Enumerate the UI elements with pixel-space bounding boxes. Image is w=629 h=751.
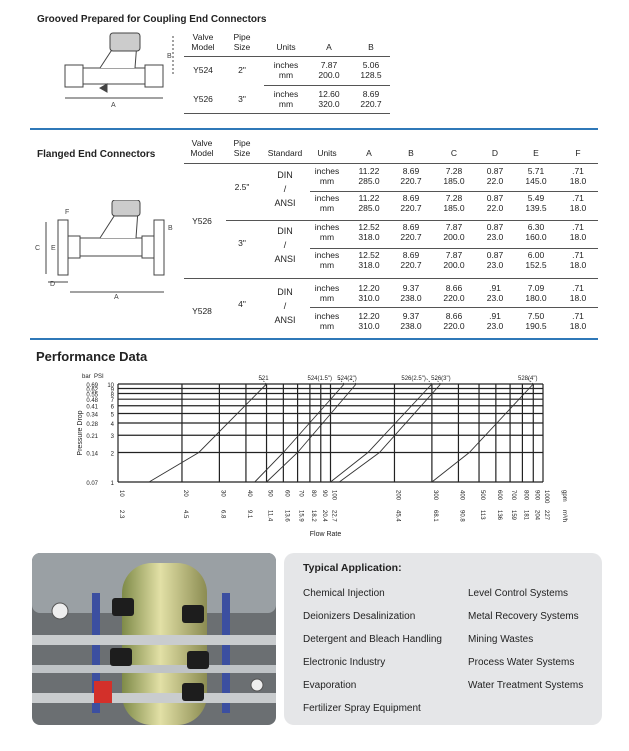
x-tick-m3h: 90.8 (458, 510, 465, 522)
x-tick-gpm: 400 (458, 490, 465, 501)
flanged-cell: inches mm (314, 283, 340, 303)
x-unit-m3h: m³/h (561, 510, 567, 522)
y-tick-bar: 0.07 (86, 481, 98, 487)
x-tick-m3h: 68.1 (431, 510, 438, 522)
flanged-valve-drawing (30, 200, 180, 300)
x-tick-gpm: 20 (181, 490, 188, 497)
grooved-table-rule (264, 85, 390, 86)
grooved-cell: Y524 (193, 65, 213, 75)
application-item: Metal Recovery Systems (468, 611, 579, 622)
y-tick-bar: 0.62 (86, 387, 98, 394)
grooved-cell: inches mm (273, 60, 299, 80)
x-tick-m3h: 159 (510, 510, 517, 521)
flanged-standard-cell: / (283, 301, 287, 311)
flanged-standard-cell: ANSI (274, 315, 296, 325)
y-tick-bar: 0.55 (86, 392, 98, 399)
y-tick-bar: 0.34 (86, 412, 98, 419)
flanged-cell: 0.87 23.0 (486, 222, 504, 242)
application-item: Fertilizer Spray Equipment (303, 703, 421, 714)
flanged-cell: 12.52 318.0 (358, 222, 380, 242)
x-tick-m3h: 13.6 (283, 510, 290, 522)
flanged-cell: inches mm (314, 311, 340, 331)
flanged-cell: inches mm (314, 193, 340, 213)
y-tick-bar: 0.69 (86, 383, 98, 389)
x-tick-gpm: 300 (431, 490, 438, 501)
flanged-cell: .71 18.0 (569, 311, 587, 331)
flanged-cell: inches mm (314, 222, 340, 242)
grooved-header-cell: B (368, 42, 374, 52)
flanged-model-cell: Y528 (192, 306, 212, 316)
flanged-standard-cell: ANSI (274, 198, 296, 208)
flanged-header-cell: B (408, 148, 414, 158)
grooved-cell: 8.69 220.7 (360, 89, 382, 109)
grooved-section-divider (30, 128, 598, 130)
performance-title: Performance Data (36, 349, 148, 364)
flanged-dim-a: A (114, 294, 119, 300)
application-item: Water Treatment Systems (468, 680, 584, 691)
x-tick-gpm: 1000 (543, 490, 549, 504)
flanged-title: Flanged End Connectors (37, 149, 156, 160)
grooved-cell: 5.06 128.5 (360, 60, 382, 80)
flanged-standard-cell: / (283, 184, 287, 194)
flanged-cell: 5.49 139.5 (525, 193, 547, 213)
flanged-cell: 9.37 238.0 (400, 311, 422, 331)
flanged-section-divider (30, 338, 598, 340)
flanged-dim-f: F (65, 209, 70, 216)
flanged-cell: .71 18.0 (569, 283, 587, 303)
series-label: 528(4") (518, 376, 538, 382)
flanged-cell: 8.69 220.7 (400, 193, 422, 213)
x-tick-m3h: 18.2 (309, 510, 316, 522)
series-label: 526(3") (431, 376, 451, 382)
flanged-table-rule (310, 191, 598, 192)
application-item: Level Control Systems (468, 588, 569, 599)
x-tick-gpm: 40 (245, 490, 252, 497)
x-tick-gpm: 60 (283, 490, 290, 497)
flanged-cell: 12.20 310.0 (358, 283, 380, 303)
x-tick-m3h: 113 (479, 510, 486, 520)
y-tick-bar: 0.28 (86, 421, 98, 428)
flanged-cell: .71 18.0 (569, 193, 587, 213)
y-tick-psi: 4 (110, 421, 114, 428)
x-axis-label: Flow Rate (309, 531, 342, 538)
grooved-cell: inches mm (273, 89, 299, 109)
y-tick-bar: 0.48 (86, 398, 98, 405)
y-tick-bar: 0.14 (86, 451, 98, 458)
grooved-header-cell: A (326, 42, 332, 52)
flanged-header-cell: F (575, 148, 581, 158)
flanged-cell: 8.69 220.7 (400, 166, 422, 186)
flanged-cell: 7.87 200.0 (443, 250, 465, 270)
flanged-dim-e: E (51, 245, 56, 252)
series-label: 524(2") (337, 376, 357, 382)
flanged-dim-c: C (35, 245, 41, 252)
grooved-header-cell: Units (276, 42, 296, 52)
y-tick-psi: 7 (110, 398, 114, 405)
flanged-cell: 0.87 22.0 (486, 166, 504, 186)
flanged-dim-d: D (50, 281, 56, 288)
grooved-valve-drawing (55, 28, 180, 113)
installation-photo (32, 553, 276, 725)
x-tick-gpm: 30 (219, 490, 226, 497)
flanged-cell: inches mm (314, 250, 340, 270)
flanged-header-cell: Pipe Size (233, 138, 251, 158)
performance-chart (60, 370, 590, 540)
x-tick-m3h: 9.1 (245, 510, 252, 519)
y-tick-psi: 1 (110, 481, 114, 487)
flanged-standard-cell: ANSI (274, 254, 296, 264)
flanged-cell: .71 18.0 (569, 166, 587, 186)
x-tick-m3h: 6.8 (219, 510, 226, 519)
flanged-cell: 8.66 220.0 (443, 283, 465, 303)
x-tick-m3h: 20.4 (320, 510, 327, 522)
x-tick-gpm: 90 (320, 490, 327, 497)
flanged-header-cell: Valve Model (190, 138, 214, 158)
x-tick-m3h: 11.4 (266, 510, 273, 522)
flanged-cell: 12.20 310.0 (358, 311, 380, 331)
x-tick-m3h: 2.3 (118, 510, 124, 519)
flanged-table-rule (184, 278, 598, 279)
x-tick-m3h: 181 (522, 510, 529, 521)
grooved-dim-b: B (167, 53, 172, 60)
grooved-cell: 7.87 200.0 (318, 60, 340, 80)
flanged-size-cell: 2.5" (234, 181, 250, 192)
flanged-size-cell: 3" (238, 238, 246, 248)
flanged-standard-cell: / (283, 240, 287, 250)
x-tick-gpm: 50 (266, 490, 273, 497)
flanged-header-cell: Units (317, 148, 337, 158)
flanged-cell: 7.28 185.0 (443, 193, 465, 213)
grooved-cell: 3" (238, 94, 246, 104)
flanged-cell: 0.87 22.0 (486, 193, 504, 213)
series-label: 526(2.5") (401, 376, 426, 382)
x-tick-m3h: 4.5 (181, 510, 188, 519)
flanged-standard-cell: DIN (277, 226, 293, 236)
series-label: 524(1.5") (307, 376, 332, 382)
flanged-cell: 8.69 220.7 (400, 222, 422, 242)
flanged-cell: 6.30 160.0 (525, 222, 547, 242)
flanged-standard-cell: DIN (277, 170, 293, 180)
flanged-cell: 12.52 318.0 (358, 250, 380, 270)
series-label: 521 (258, 376, 269, 382)
x-tick-gpm: 800 (522, 490, 529, 501)
x-tick-m3h: 22.7 (330, 510, 337, 522)
flanged-cell: 7.87 200.0 (443, 222, 465, 242)
flanged-header-cell: D (491, 148, 499, 158)
x-tick-gpm: 600 (495, 490, 502, 501)
flanged-table-rule (310, 307, 598, 308)
x-tick-m3h: 204 (533, 510, 540, 521)
x-unit-gpm: gpm (561, 490, 567, 502)
flanged-cell: 11.22 285.0 (358, 193, 380, 213)
flanged-dim-b: B (168, 225, 173, 232)
flanged-table-rule (226, 220, 598, 221)
application-item: Process Water Systems (468, 657, 575, 668)
x-tick-gpm: 700 (510, 490, 517, 501)
x-tick-m3h: 45.4 (394, 510, 401, 522)
flanged-cell: 9.37 238.0 (400, 283, 422, 303)
grooved-header-cell: Pipe Size (233, 32, 251, 52)
grooved-table-rule (184, 56, 390, 57)
flanged-table-rule (310, 248, 598, 249)
grooved-table-rule (184, 113, 390, 114)
x-tick-gpm: 80 (309, 490, 316, 497)
y-tick-psi: 3 (110, 434, 114, 441)
application-item: Chemical Injection (303, 588, 385, 599)
grooved-header-cell: Valve Model (191, 32, 215, 52)
y-tick-psi: 5 (110, 412, 114, 419)
grooved-cell: Y526 (193, 94, 213, 104)
y-tick-psi: 6 (110, 404, 114, 411)
application-item: Detergent and Bleach Handling (303, 634, 442, 645)
application-title: Typical Application: (303, 562, 402, 574)
application-item: Electronic Industry (303, 657, 386, 668)
flanged-table-rule (184, 163, 598, 164)
y-tick-psi: 8 (110, 392, 114, 399)
flanged-cell: 7.28 185.0 (443, 166, 465, 186)
flanged-cell: 8.66 220.0 (443, 311, 465, 331)
flanged-cell: 6.00 152.5 (525, 250, 547, 270)
x-tick-gpm: 500 (479, 490, 486, 501)
flanged-cell: 5.71 145.0 (525, 166, 547, 186)
y-tick-bar: 0.41 (86, 404, 98, 411)
y-tick-psi: 9 (110, 387, 114, 394)
x-tick-gpm: 200 (394, 490, 401, 501)
y-tick-psi: 10 (107, 383, 114, 389)
flanged-cell: inches mm (314, 166, 340, 186)
flanged-cell: 7.50 190.5 (525, 311, 547, 331)
grooved-cell: 2" (238, 65, 246, 75)
y-unit-bar: bar (82, 374, 91, 380)
grooved-dim-a: A (111, 102, 116, 109)
flanged-cell: 7.09 180.0 (525, 283, 547, 303)
x-tick-gpm: 100 (330, 490, 337, 501)
x-tick-m3h: 15.9 (297, 510, 304, 522)
y-tick-bar: 0.21 (86, 434, 98, 441)
y-unit-psi: PSI (94, 374, 104, 380)
flanged-size-cell: 4" (238, 299, 246, 309)
x-tick-gpm: 900 (533, 490, 540, 501)
flanged-cell: 8.69 220.7 (400, 250, 422, 270)
x-tick-m3h: 227 (543, 510, 549, 521)
flanged-model-cell: Y526 (192, 216, 212, 226)
grooved-cell: 12.60 320.0 (318, 89, 340, 109)
flanged-cell: .91 23.0 (486, 283, 504, 303)
grooved-title: Grooved Prepared for Coupling End Connectors (37, 14, 267, 25)
y-axis-label: Pressure Drop (77, 410, 84, 456)
x-tick-gpm: 70 (297, 490, 304, 497)
flanged-standard-cell: DIN (277, 287, 293, 297)
application-item: Mining Wastes (468, 634, 534, 645)
x-tick-gpm: 10 (118, 490, 124, 497)
x-tick-m3h: 136 (495, 510, 502, 521)
flanged-cell: 11.22 285.0 (358, 166, 380, 186)
y-tick-psi: 2 (110, 451, 114, 458)
flanged-header-cell: A (366, 148, 372, 158)
flanged-cell: 0.87 23.0 (486, 250, 504, 270)
application-item: Evaporation (303, 680, 357, 691)
flanged-header-cell: Standard (267, 148, 303, 158)
flanged-cell: .71 18.0 (569, 250, 587, 270)
flanged-header-cell: E (533, 148, 539, 158)
application-item: Deionizers Desalinization (303, 611, 416, 622)
flanged-cell: .91 23.0 (486, 311, 504, 331)
flanged-header-cell: C (450, 148, 458, 158)
flanged-cell: .71 18.0 (569, 222, 587, 242)
